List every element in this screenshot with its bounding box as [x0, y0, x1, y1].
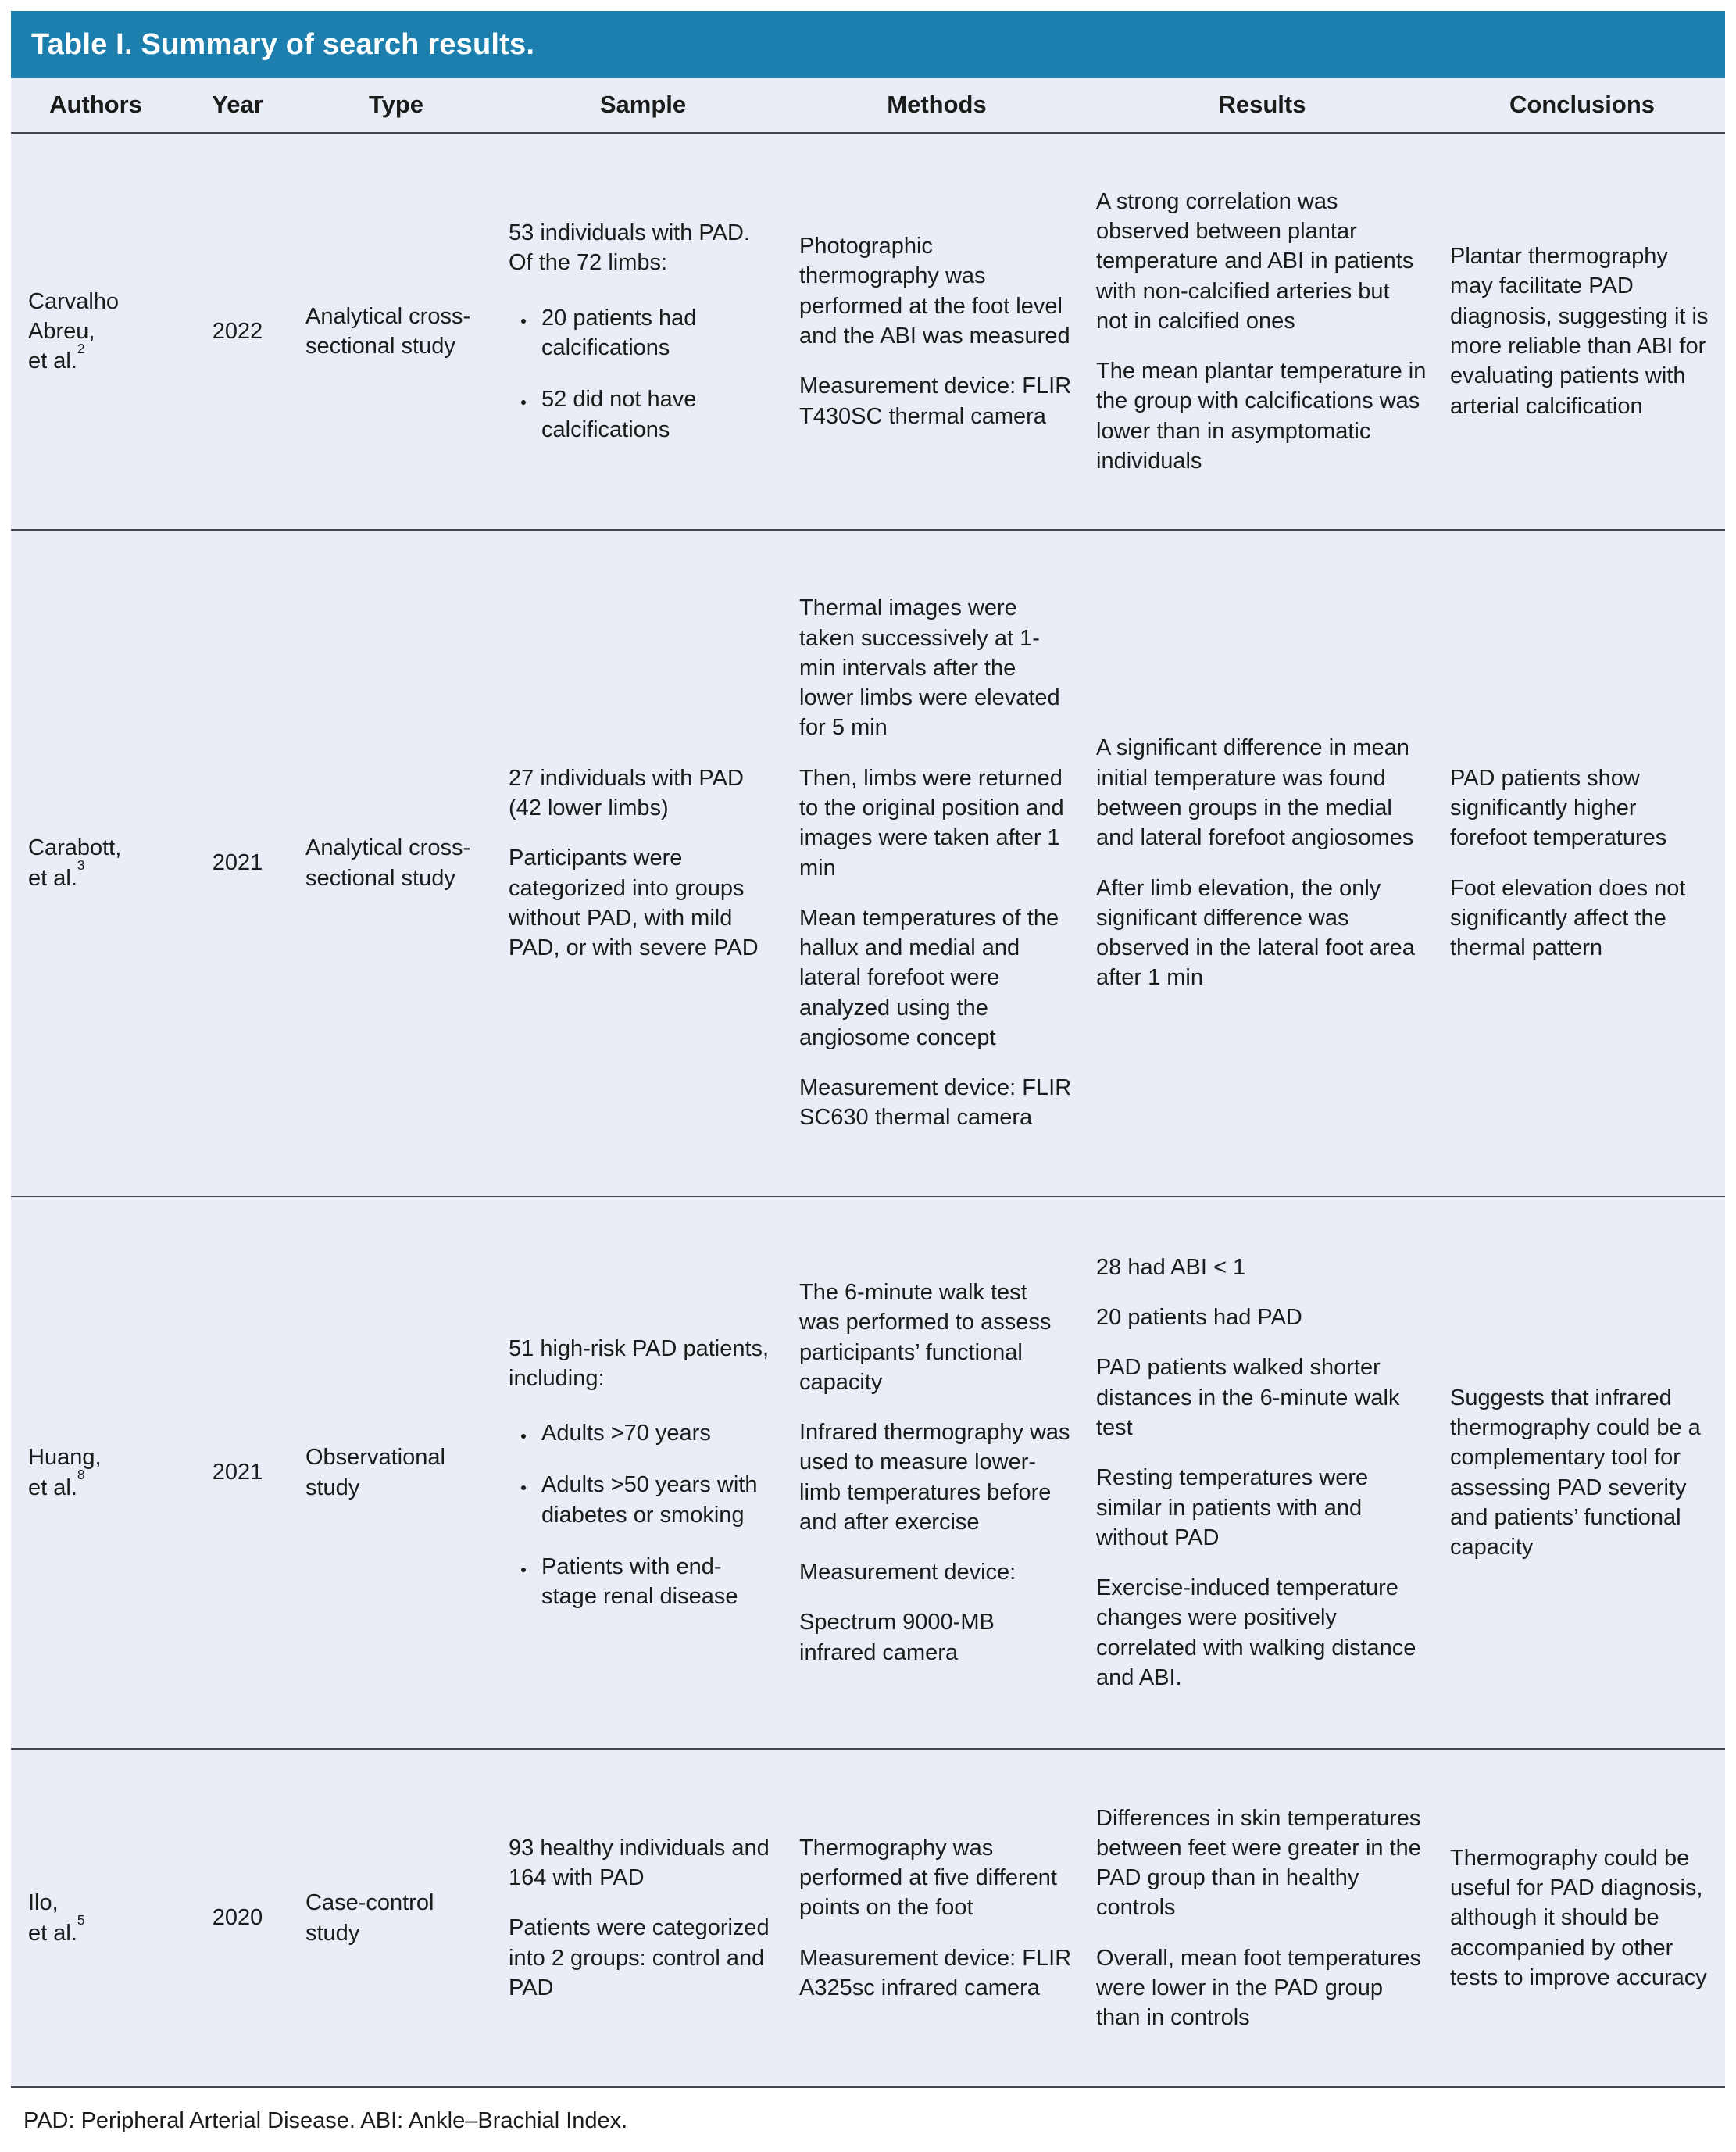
reference-superscript: 3: [77, 857, 85, 874]
cell-results: [1085, 133, 1439, 530]
cell-paragraph: Measurement device:: [799, 1560, 1016, 1585]
cell-paragraph: Differences in skin temperatures between feet were greater in the PAD group than in healthy controls: [1096, 1805, 1421, 1921]
table-title-bar: [11, 11, 1725, 78]
cell-results: [1085, 530, 1439, 1196]
table-header-row: [11, 78, 1725, 133]
column-header-conclusions: Conclusions: [1439, 78, 1725, 133]
author-etal: et al.$^5$: [28, 1912, 85, 1946]
column-header-type: Type: [295, 78, 498, 133]
bullet-item: • 20 patients had calcifications: [535, 303, 776, 363]
cell-paragraph: Overall, mean foot temperatures were lower in the PAD group than in controls: [1096, 1945, 1421, 2031]
cell-paragraph: Spectrum 9000-MB infrared camera: [799, 1610, 995, 1665]
cell-conclusions: [1439, 1196, 1725, 1749]
cell-paragraph: A significant difference in mean initial temperature was found between groups in the medial and lateral forefoot angiosomes: [1096, 735, 1414, 851]
cell-authors: [11, 1196, 180, 1749]
cell-paragraph: Measurement device: FLIR A325sc infrared camera: [799, 1945, 1072, 2000]
cell-methods: [788, 530, 1085, 1196]
table-title: Table I. Summary of search results.: [31, 27, 535, 61]
cell-year: 2022: [180, 133, 295, 530]
cell-year: 2021: [180, 1196, 295, 1749]
cell-paragraph: Thermography was performed at five different points on the foot: [799, 1835, 1057, 1921]
column-header-results: Results: [1085, 78, 1439, 133]
cell-paragraph: 93 healthy individuals and 164 with PAD: [509, 1835, 770, 1891]
cell-conclusions: [1439, 133, 1725, 530]
author-name: Ilo,: [28, 1890, 59, 1916]
summary-table: [11, 78, 1725, 2088]
author-name: Carvalho Abreu,: [28, 288, 120, 344]
cell-type: Analytical cross-sectional study: [295, 133, 498, 530]
reference-superscript: 5: [77, 1912, 85, 1929]
cell-paragraph: After limb elevation, the only significant difference was observed in the lateral foot area after 1 min: [1096, 875, 1415, 991]
cell-paragraph: 27 individuals with PAD (42 lower limbs): [509, 765, 744, 820]
bullet-list: [509, 303, 776, 445]
cell-sample: [498, 1749, 788, 2087]
cell-authors: [11, 133, 180, 530]
cell-paragraph: Patients were categorized into 2 groups: control and PAD: [509, 1915, 770, 2000]
cell-paragraph: The 6-minute walk test was performed to assess participants’ functional capacity: [799, 1280, 1052, 1395]
cell-paragraph: 28 had ABI < 1: [1096, 1254, 1246, 1280]
bullet-item: • Patients with end-stage renal disease: [535, 1552, 776, 1612]
cell-paragraph: Photographic thermography was performed at the foot level and the ABI was measured: [799, 234, 1070, 349]
cell-year: 2020: [180, 1749, 295, 2087]
cell-type: Observational study: [295, 1196, 498, 1749]
reference-superscript: 2: [77, 340, 85, 356]
cell-paragraph: PAD patients show significantly higher forefoot temperatures: [1450, 765, 1667, 851]
author-name: Carabott,: [28, 835, 122, 861]
cell-paragraph: Then, limbs were returned to the original position and images were taken after 1 min: [799, 765, 1064, 881]
cell-paragraph: Mean temperatures of the hallux and medial and lateral forefoot were analyzed using the angiosome concept: [799, 905, 1059, 1050]
author-etal: et al.$^8$: [28, 1467, 85, 1500]
cell-paragraph: Exercise-induced temperature changes were positively correlated with walking distance and ABI.: [1096, 1575, 1416, 1690]
cell-type: Analytical cross-sectional study: [295, 530, 498, 1196]
cell-paragraph: Resting temperatures were similar in patients with and without PAD: [1096, 1465, 1369, 1550]
cell-paragraph: Measurement device: FLIR T430SC thermal camera: [799, 374, 1072, 429]
column-header-authors: Authors: [11, 78, 180, 133]
column-header-methods: Methods: [788, 78, 1085, 133]
cell-methods: [788, 133, 1085, 530]
author-etal: et al.$^3$: [28, 857, 85, 891]
table-row: [11, 1196, 1725, 1749]
table-row: [11, 530, 1725, 1196]
cell-results: [1085, 1196, 1439, 1749]
bullet-list: [509, 1418, 776, 1611]
cell-paragraph: 51 high-risk PAD patients, including:: [509, 1335, 770, 1391]
cell-paragraph: 53 individuals with PAD. Of the 72 limbs:: [509, 220, 750, 276]
cell-paragraph: A strong correlation was observed between plantar temperature and ABI in patients with non-calcified arteries but not in calcified ones: [1096, 188, 1414, 334]
cell-paragraph: Infrared thermography was used to measure lower-limb temperatures before and after exercise: [799, 1420, 1070, 1535]
column-header-year: Year: [180, 78, 295, 133]
cell-paragraph: Thermal images were taken successively at 1-min intervals after the lower limbs were elevated for 5 min: [799, 595, 1060, 741]
cell-methods: [788, 1196, 1085, 1749]
cell-paragraph: Plantar thermography may facilitate PAD diagnosis, suggesting it is more reliable than ABI for evaluating patients with arterial calcification: [1450, 244, 1709, 419]
cell-paragraph: The mean plantar temperature in the group with calcifications was lower than in asymptomatic individuals: [1096, 359, 1427, 474]
cell-type: Case-control study: [295, 1749, 498, 2087]
cell-paragraph: 20 patients had PAD: [1096, 1305, 1302, 1331]
cell-authors: [11, 530, 180, 1196]
cell-paragraph: Measurement device: FLIR SC630 thermal camera: [799, 1075, 1072, 1131]
reference-superscript: 8: [77, 1467, 85, 1483]
cell-paragraph: Suggests that infrared thermography could be a complementary tool for assessing PAD severity and patients’ functional capacity: [1450, 1385, 1701, 1560]
author-name: Huang,: [28, 1445, 102, 1471]
author-etal: et al.$^2$: [28, 340, 85, 374]
cell-sample: [498, 133, 788, 530]
cell-paragraph: Participants were categorized into groups without PAD, with mild PAD, or with severe PAD: [509, 845, 759, 961]
cell-paragraph: Thermography could be useful for PAD diagnosis, although it should be accompanied by other tests to improve accuracy: [1450, 1845, 1707, 1990]
bullet-item: • Adults >50 years with diabetes or smoking: [535, 1470, 776, 1530]
cell-sample: [498, 1196, 788, 1749]
cell-authors: [11, 1749, 180, 2087]
cell-conclusions: [1439, 530, 1725, 1196]
cell-methods: [788, 1749, 1085, 2087]
column-header-sample: Sample: [498, 78, 788, 133]
cell-results: [1085, 1749, 1439, 2087]
table-footnote: PAD: Peripheral Arterial Disease. ABI: Ankle–Brachial Index.: [23, 2108, 628, 2133]
cell-paragraph: Foot elevation does not significantly affect the thermal pattern: [1450, 875, 1686, 961]
bullet-item: • Adults >70 years: [535, 1418, 776, 1448]
cell-sample: [498, 530, 788, 1196]
bullet-item: • 52 did not have calcifications: [535, 384, 776, 445]
cell-year: 2021: [180, 530, 295, 1196]
table-row: [11, 133, 1725, 530]
cell-paragraph: PAD patients walked shorter distances in the 6-minute walk test: [1096, 1355, 1400, 1440]
table-row: [11, 1749, 1725, 2087]
cell-conclusions: [1439, 1749, 1725, 2087]
